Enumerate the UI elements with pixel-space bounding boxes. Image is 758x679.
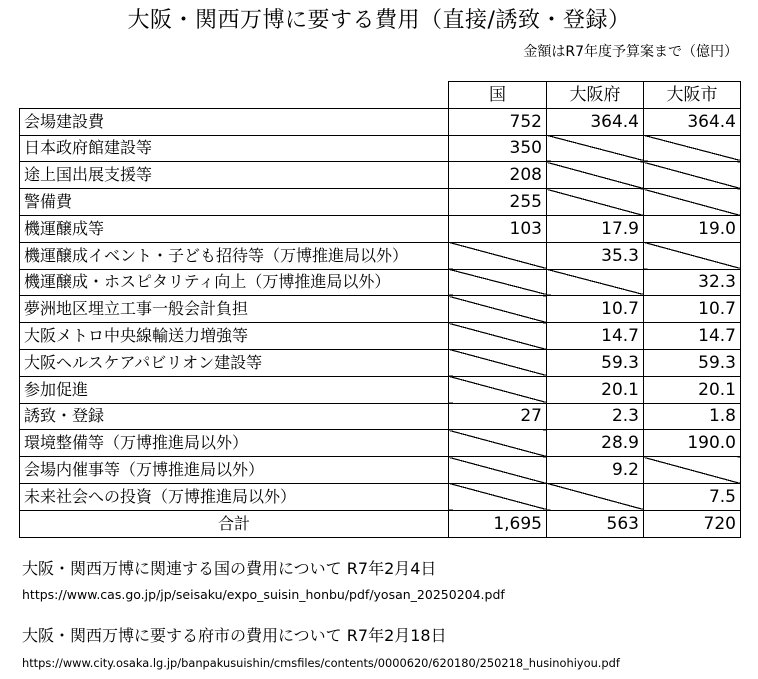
row-label: 機運醸成・ホスピタリティ向上（万博推進局以外） — [20, 269, 449, 296]
value-cell-country: 255 — [449, 189, 547, 216]
value-cell-osaka-prefecture: 14.7 — [547, 323, 644, 350]
value-cell-osaka-prefecture: 59.3 — [547, 349, 644, 376]
empty-cell-country — [449, 376, 547, 403]
row-label: 未来社会への投資（万博推進局以外） — [20, 483, 449, 510]
source-note-prefecture-city: 大阪・関西万博に要する府市の費用について R7年2月18日 — [22, 626, 447, 645]
table-row — [20, 215, 741, 242]
table-row — [20, 269, 741, 296]
table-row — [20, 135, 741, 162]
empty-cell-country — [449, 430, 547, 457]
value-cell-osaka-city: 190.0 — [644, 430, 741, 457]
total-osaka-city: 720 — [644, 510, 741, 537]
header-corner — [20, 82, 449, 109]
value-cell-osaka-city: 19.0 — [644, 215, 741, 242]
value-cell-osaka-city: 364.4 — [644, 108, 741, 135]
value-cell-osaka-prefecture: 20.1 — [547, 376, 644, 403]
table-row — [20, 108, 741, 135]
row-label: 警備費 — [20, 189, 449, 216]
row-label: 途上国出展支援等 — [20, 162, 449, 189]
empty-cell-osaka-city — [644, 242, 741, 269]
row-label: 誘致・登録 — [20, 403, 449, 430]
page-title: 大阪・関西万博に要する費用（直接/誘致・登録） — [127, 8, 631, 33]
empty-cell-country — [449, 483, 547, 510]
row-label: 大阪メトロ中央線輸送力増強等 — [20, 323, 449, 350]
value-cell-country: 208 — [449, 162, 547, 189]
table-row — [20, 323, 741, 350]
row-label: 夢洲地区埋立工事一般会計負担 — [20, 296, 449, 323]
value-cell-osaka-prefecture: 9.2 — [547, 457, 644, 484]
table-body — [20, 108, 741, 510]
table-row — [20, 403, 741, 430]
row-label: 日本政府館建設等 — [20, 135, 449, 162]
value-cell-osaka-prefecture: 17.9 — [547, 215, 644, 242]
empty-cell-country — [449, 323, 547, 350]
row-label: 参加促進 — [20, 376, 449, 403]
source-note-national: 大阪・関西万博に関連する国の費用について R7年2月4日 — [22, 559, 437, 578]
value-cell-osaka-city: 10.7 — [644, 296, 741, 323]
empty-cell-osaka-city — [644, 457, 741, 484]
table-row — [20, 376, 741, 403]
total-country: 1,695 — [449, 510, 547, 537]
row-label: 機運醸成イベント・子ども招待等（万博推進局以外） — [20, 242, 449, 269]
value-cell-country: 350 — [449, 135, 547, 162]
empty-cell-osaka-prefecture — [547, 162, 644, 189]
table-row — [20, 189, 741, 216]
total-row — [20, 510, 741, 537]
value-cell-osaka-city: 20.1 — [644, 376, 741, 403]
source-link-national[interactable]: https://www.cas.go.jp/jp/seisaku/expo_suisin_honbu/pdf/yosan_20250204.pdf — [22, 587, 505, 602]
value-cell-osaka-prefecture: 35.3 — [547, 242, 644, 269]
empty-cell-osaka-prefecture — [547, 189, 644, 216]
column-header-country: 国 — [449, 82, 547, 109]
table-row — [20, 483, 741, 510]
value-cell-osaka-city: 59.3 — [644, 349, 741, 376]
unit-note: 金額はR7年度予算案まで（億円） — [523, 44, 738, 60]
value-cell-osaka-prefecture: 364.4 — [547, 108, 644, 135]
empty-cell-country — [449, 269, 547, 296]
empty-cell-osaka-city — [644, 189, 741, 216]
value-cell-osaka-city: 1.8 — [644, 403, 741, 430]
empty-cell-country — [449, 349, 547, 376]
cost-table — [19, 81, 741, 538]
value-cell-country: 27 — [449, 403, 547, 430]
empty-cell-osaka-prefecture — [547, 135, 644, 162]
value-cell-osaka-city: 7.5 — [644, 483, 741, 510]
table-row — [20, 296, 741, 323]
total-label: 合計 — [20, 510, 449, 537]
source-link-prefecture-city[interactable]: https://www.city.osaka.lg.jp/banpakusuishin/cmsfiles/contents/0000620/620180/250218_husinohiyou.pdf — [22, 656, 620, 670]
value-cell-osaka-city: 14.7 — [644, 323, 741, 350]
row-label: 環境整備等（万博推進局以外） — [20, 430, 449, 457]
empty-cell-osaka-prefecture — [547, 483, 644, 510]
value-cell-country: 752 — [449, 108, 547, 135]
table-row — [20, 457, 741, 484]
column-header-osaka-city: 大阪市 — [644, 82, 741, 109]
table-row — [20, 162, 741, 189]
table-header-row — [20, 82, 741, 109]
table-row — [20, 349, 741, 376]
value-cell-osaka-city: 32.3 — [644, 269, 741, 296]
empty-cell-osaka-city — [644, 135, 741, 162]
value-cell-country: 103 — [449, 215, 547, 242]
empty-cell-osaka-prefecture — [547, 269, 644, 296]
row-label: 大阪ヘルスケアパビリオン建設等 — [20, 349, 449, 376]
row-label: 機運醸成等 — [20, 215, 449, 242]
table-row — [20, 242, 741, 269]
value-cell-osaka-prefecture: 2.3 — [547, 403, 644, 430]
total-osaka-prefecture: 563 — [547, 510, 644, 537]
value-cell-osaka-prefecture: 28.9 — [547, 430, 644, 457]
table-row — [20, 430, 741, 457]
row-label: 会場建設費 — [20, 108, 449, 135]
empty-cell-country — [449, 296, 547, 323]
row-label: 会場内催事等（万博推進局以外） — [20, 457, 449, 484]
column-header-osaka-prefecture: 大阪府 — [547, 82, 644, 109]
empty-cell-country — [449, 242, 547, 269]
empty-cell-osaka-city — [644, 162, 741, 189]
empty-cell-country — [449, 457, 547, 484]
value-cell-osaka-prefecture: 10.7 — [547, 296, 644, 323]
